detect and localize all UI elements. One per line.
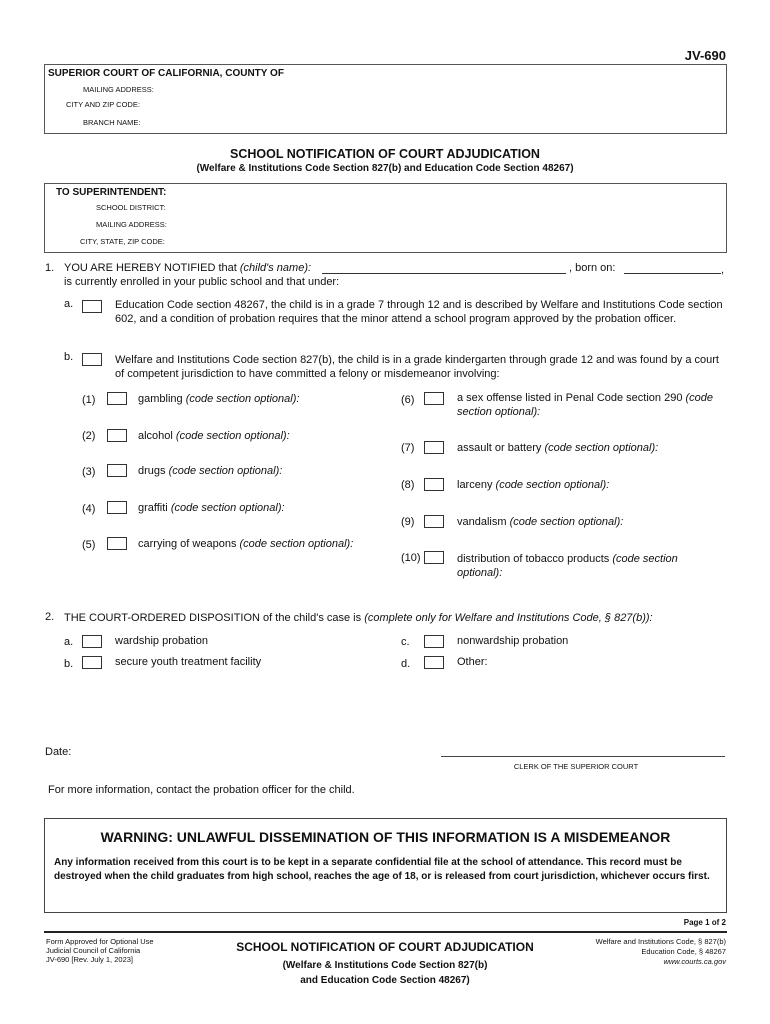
footer-rule bbox=[44, 931, 727, 933]
wardship-probation-checkbox[interactable] bbox=[82, 635, 102, 648]
offense-8-optional: (code section optional): bbox=[495, 479, 610, 491]
superintendent-mailing-label: MAILING ADDRESS: bbox=[96, 220, 167, 229]
offense-2-label bbox=[138, 430, 290, 442]
offense-7-text: assault or battery bbox=[457, 442, 542, 454]
offense-6-optional: (code section optional): bbox=[457, 392, 714, 418]
offense-10-label bbox=[457, 552, 707, 580]
footer-subtitle-1: (Welfare & Institutions Code Section 827(b) bbox=[282, 960, 488, 971]
footer-title: SCHOOL NOTIFICATION OF COURT ADJUDICATION bbox=[236, 940, 534, 954]
birth-date-field[interactable] bbox=[624, 273, 721, 274]
offense-1-checkbox[interactable] bbox=[107, 392, 127, 405]
court-city-label: CITY AND ZIP CODE: bbox=[66, 100, 140, 109]
info-text: For more information, contact the probation officer for the child. bbox=[48, 784, 355, 796]
wardship-probation-text: wardship probation bbox=[115, 635, 208, 647]
born-comma: , bbox=[721, 264, 725, 276]
offense-3-optional: (code section optional): bbox=[168, 465, 283, 477]
offense-6-label bbox=[457, 391, 722, 419]
offense-9-label bbox=[457, 516, 623, 528]
offense-1-number: (1) bbox=[82, 394, 96, 406]
form-approved-text: Form Approved for Optional Use bbox=[46, 937, 154, 946]
offense-8-checkbox[interactable] bbox=[424, 478, 444, 491]
superintendent-city-label: CITY, STATE, ZIP CODE: bbox=[80, 237, 165, 246]
warning-body: Any information received from this court is to be kept in a separate confidential file at the school of attendance. This record must be destroyed when the child graduates from high school, reaches the age of 18, or is released from court jurisdiction, whichever occurs first. bbox=[54, 857, 710, 882]
offense-6-number: (6) bbox=[401, 394, 415, 406]
footer-subtitle-2: and Education Code Section 48267) bbox=[300, 975, 470, 986]
item2-paren: (complete only for Welfare and Institutions Code, § 827(b)): bbox=[364, 612, 653, 624]
offense-3-label bbox=[138, 465, 282, 477]
item2b-label: b. bbox=[64, 658, 74, 670]
offense-5-checkbox[interactable] bbox=[107, 537, 127, 550]
nonwardship-probation-checkbox[interactable] bbox=[424, 635, 444, 648]
offense-8-number: (8) bbox=[401, 479, 415, 491]
item1a-checkbox[interactable] bbox=[82, 300, 102, 313]
offense-3-text: drugs bbox=[138, 465, 166, 477]
page-title: SCHOOL NOTIFICATION OF COURT ADJUDICATION bbox=[230, 147, 540, 161]
offense-2-text: alcohol bbox=[138, 430, 173, 442]
item2-lead bbox=[64, 612, 653, 624]
offense-10-text: distribution of tobacco products bbox=[457, 553, 610, 565]
offense-7-optional: (code section optional): bbox=[544, 442, 659, 454]
offense-10-checkbox[interactable] bbox=[424, 551, 444, 564]
offense-9-number: (9) bbox=[401, 516, 415, 528]
clerk-label: CLERK OF THE SUPERIOR COURT bbox=[513, 762, 639, 771]
school-district-label: SCHOOL DISTRICT: bbox=[96, 203, 166, 212]
date-label: Date: bbox=[45, 746, 72, 758]
offense-10-optional: (code section optional): bbox=[457, 553, 678, 579]
item2-lead-text: THE COURT-ORDERED DISPOSITION of the child's case is bbox=[64, 612, 362, 624]
item2c-label: c. bbox=[401, 636, 410, 648]
offense-4-label bbox=[138, 502, 285, 514]
offense-2-number: (2) bbox=[82, 430, 96, 442]
offense-3-checkbox[interactable] bbox=[107, 464, 127, 477]
offense-5-label bbox=[138, 538, 353, 550]
item1-enrolled-text: is currently enrolled in your public school and that under: bbox=[64, 276, 340, 288]
offense-2-optional: (code section optional): bbox=[175, 430, 290, 442]
judicial-council-text: Judicial Council of California bbox=[46, 946, 141, 955]
child-name-label: (child's name): bbox=[239, 262, 312, 274]
wic-citation: Welfare and Institutions Code, § 827(b) bbox=[595, 937, 726, 946]
item1-lead-text: YOU ARE HEREBY NOTIFIED that bbox=[64, 262, 237, 274]
form-revision-text: JV-690 [Rev. July 1, 2023] bbox=[46, 955, 133, 964]
page-number: Page 1 of 2 bbox=[683, 918, 726, 927]
item1-lead bbox=[64, 262, 311, 274]
page-subtitle: (Welfare & Institutions Code Section 827(b) and Education Code Section 48267) bbox=[196, 163, 574, 174]
offense-6-text: a sex offense listed in Penal Code section 290 bbox=[457, 392, 683, 404]
offense-9-optional: (code section optional): bbox=[509, 516, 624, 528]
offense-7-checkbox[interactable] bbox=[424, 441, 444, 454]
offense-3-number: (3) bbox=[82, 466, 96, 478]
offense-8-label bbox=[457, 479, 609, 491]
item1b-checkbox[interactable] bbox=[82, 353, 102, 366]
offense-1-optional: (code section optional): bbox=[185, 393, 300, 405]
courts-website-link[interactable]: www.courts.ca.gov bbox=[663, 957, 726, 966]
item2d-label: d. bbox=[401, 658, 411, 670]
warning-title: WARNING: UNLAWFUL DISSEMINATION OF THIS INFORMATION IS A MISDEMEANOR bbox=[100, 829, 671, 845]
item1a-text: Education Code section 48267, the child is in a grade 7 through 12 and is described by Welfare and Institutions Code section 602, and a condition of probation requires that the minor attend a school program approved by the probation officer. bbox=[115, 299, 723, 325]
court-mailing-label: MAILING ADDRESS: bbox=[83, 85, 154, 94]
offense-6-checkbox[interactable] bbox=[424, 392, 444, 405]
offense-7-label bbox=[457, 442, 658, 454]
offense-4-checkbox[interactable] bbox=[107, 501, 127, 514]
clerk-signature-line[interactable] bbox=[441, 756, 725, 757]
education-code-citation: Education Code, § 48267 bbox=[641, 947, 726, 956]
offense-7-number: (7) bbox=[401, 442, 415, 454]
offense-2-checkbox[interactable] bbox=[107, 429, 127, 442]
footer-left bbox=[46, 937, 154, 964]
other-disposition-text: Other: bbox=[457, 656, 488, 668]
offense-4-optional: (code section optional): bbox=[170, 502, 285, 514]
offense-5-text: carrying of weapons bbox=[138, 538, 237, 550]
item1a-label: a. bbox=[64, 298, 74, 310]
item1-number: 1. bbox=[45, 262, 55, 274]
offense-8-text: larceny bbox=[457, 479, 493, 491]
nonwardship-probation-text: nonwardship probation bbox=[457, 635, 569, 647]
court-branch-label: BRANCH NAME: bbox=[83, 118, 141, 127]
superintendent-heading: TO SUPERINTENDENT: bbox=[56, 187, 167, 198]
item1b-text: Welfare and Institutions Code section 827(b), the child is in a grade kindergarten through grade 12 and was found by a court of competent jurisdiction to have committed a felony or misdemeanor involving: bbox=[115, 354, 719, 380]
offense-9-text: vandalism bbox=[457, 516, 507, 528]
secure-youth-facility-checkbox[interactable] bbox=[82, 656, 102, 669]
child-name-field[interactable] bbox=[322, 273, 566, 274]
offense-1-text: gambling bbox=[138, 393, 183, 405]
secure-youth-facility-text: secure youth treatment facility bbox=[115, 656, 262, 668]
footer-right bbox=[596, 937, 726, 967]
offense-4-text: graffiti bbox=[138, 502, 168, 514]
offense-1-label bbox=[138, 393, 299, 405]
offense-9-checkbox[interactable] bbox=[424, 515, 444, 528]
item2a-label: a. bbox=[64, 636, 74, 648]
offense-5-number: (5) bbox=[82, 539, 96, 551]
born-on-label: , born on: bbox=[569, 262, 616, 274]
item1b-label: b. bbox=[64, 351, 74, 363]
offense-5-optional: (code section optional): bbox=[239, 538, 354, 550]
offense-4-number: (4) bbox=[82, 503, 96, 515]
form-id: JV-690 bbox=[684, 48, 726, 63]
offense-10-number: (10) bbox=[401, 552, 421, 564]
item2-number: 2. bbox=[45, 611, 55, 623]
other-disposition-checkbox[interactable] bbox=[424, 656, 444, 669]
court-heading: SUPERIOR COURT OF CALIFORNIA, COUNTY OF bbox=[48, 68, 284, 79]
